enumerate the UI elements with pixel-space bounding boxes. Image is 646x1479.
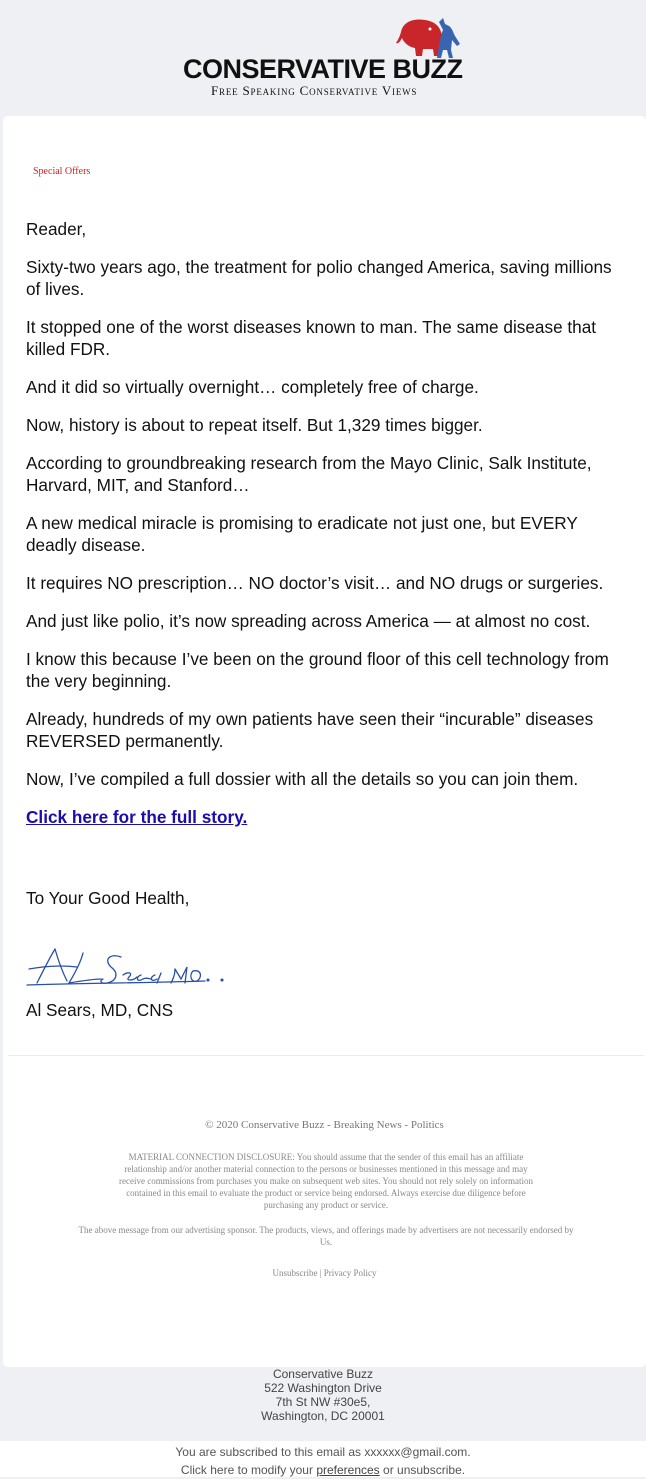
greeting: Reader, [26,219,87,239]
body-paragraph: A new medical miracle is promising to eradicate not just one, but EVERY deadly disease. [26,513,578,555]
email-body [26,218,626,844]
material-disclosure: MATERIAL CONNECTION DISCLOSURE: You should assume that the sender of this email has an affiliate relationship and/or another material connection to the persons or businesses mentioned in this message and may receive commissions from purchases you make on subsequent web sites. You should not rely solely on information contained in this email to evaluate the product or service being endorsed. Always exercise due diligence before purchasing any product or service. [119,1152,533,1210]
address-line: Washington, DC 20001 [261,1409,385,1423]
divider [8,1055,644,1056]
modify-prefix: Click here to modify your [180,1463,313,1477]
modify-line [0,1461,646,1479]
preferences-link[interactable]: preferences [316,1463,380,1477]
unsubscribe-link[interactable]: Unsubscribe [272,1268,318,1278]
address-name: Conservative Buzz [272,1367,374,1381]
signer-name: Al Sears, MD, CNS [26,1000,174,1020]
body-paragraph: And just like polio, it’s now spreading across America — at almost no cost. [26,611,591,631]
subscribed-text: You are subscribed to this email as xxxxxx@gmail.com. [175,1445,471,1459]
email-header [0,0,646,116]
body-paragraph: It requires NO prescription… NO doctor’s visit… and NO drugs or surgeries. [26,573,604,593]
body-paragraph: It stopped one of the worst diseases known to man. The same disease that killed FDR. [26,317,597,359]
body-paragraph: I know this because I’ve been on the ground floor of this cell technology from the very beginning. [26,649,609,691]
signature-icon [25,939,230,989]
mailing-address [0,1367,646,1423]
closing: To Your Good Health, [26,888,190,908]
footer-links [3,1268,646,1278]
special-offers-label: Special Offers [33,166,91,177]
address-line: 7th St NW #30e5, [275,1395,371,1409]
privacy-policy-link[interactable]: Privacy Policy [323,1268,377,1278]
conservative-buzz-logo[interactable] [183,16,465,100]
email-card [3,116,646,1367]
subscription-info [0,1443,646,1479]
body-paragraph: Now, I’ve compiled a full dossier with all the details so you can join them. [26,769,579,789]
logo-title: CONSERVATIVE BUZZ [183,54,463,84]
body-paragraph: And it did so virtually overnight… completely free of charge. [26,377,479,397]
logo-tagline: Free Speaking Conservative Views [211,83,418,98]
sponsor-notice: The above message from our advertising sponsor. The products, views, and offerings made by advertisers are not necessarily endorsed by Us. [78,1225,574,1247]
body-paragraph: Already, hundreds of my own patients have seen their “incurable” diseases REVERSED permanently. [26,709,594,751]
link-separator: | [319,1268,322,1278]
modify-suffix: or unsubscribe. [383,1463,466,1477]
body-paragraph: Now, history is about to repeat itself. But 1,329 times bigger. [26,415,483,435]
body-paragraph: According to groundbreaking research from the Mayo Clinic, Salk Institute, Harvard, MIT, and Stanford… [26,453,592,495]
full-story-link[interactable]: Click here for the full story. [26,807,248,827]
address-line: 522 Washington Drive [264,1381,382,1395]
copyright: © 2020 Conservative Buzz - Breaking News - Politics [205,1119,444,1131]
body-paragraph: Sixty-two years ago, the treatment for polio changed America, saving millions of lives. [26,257,612,299]
